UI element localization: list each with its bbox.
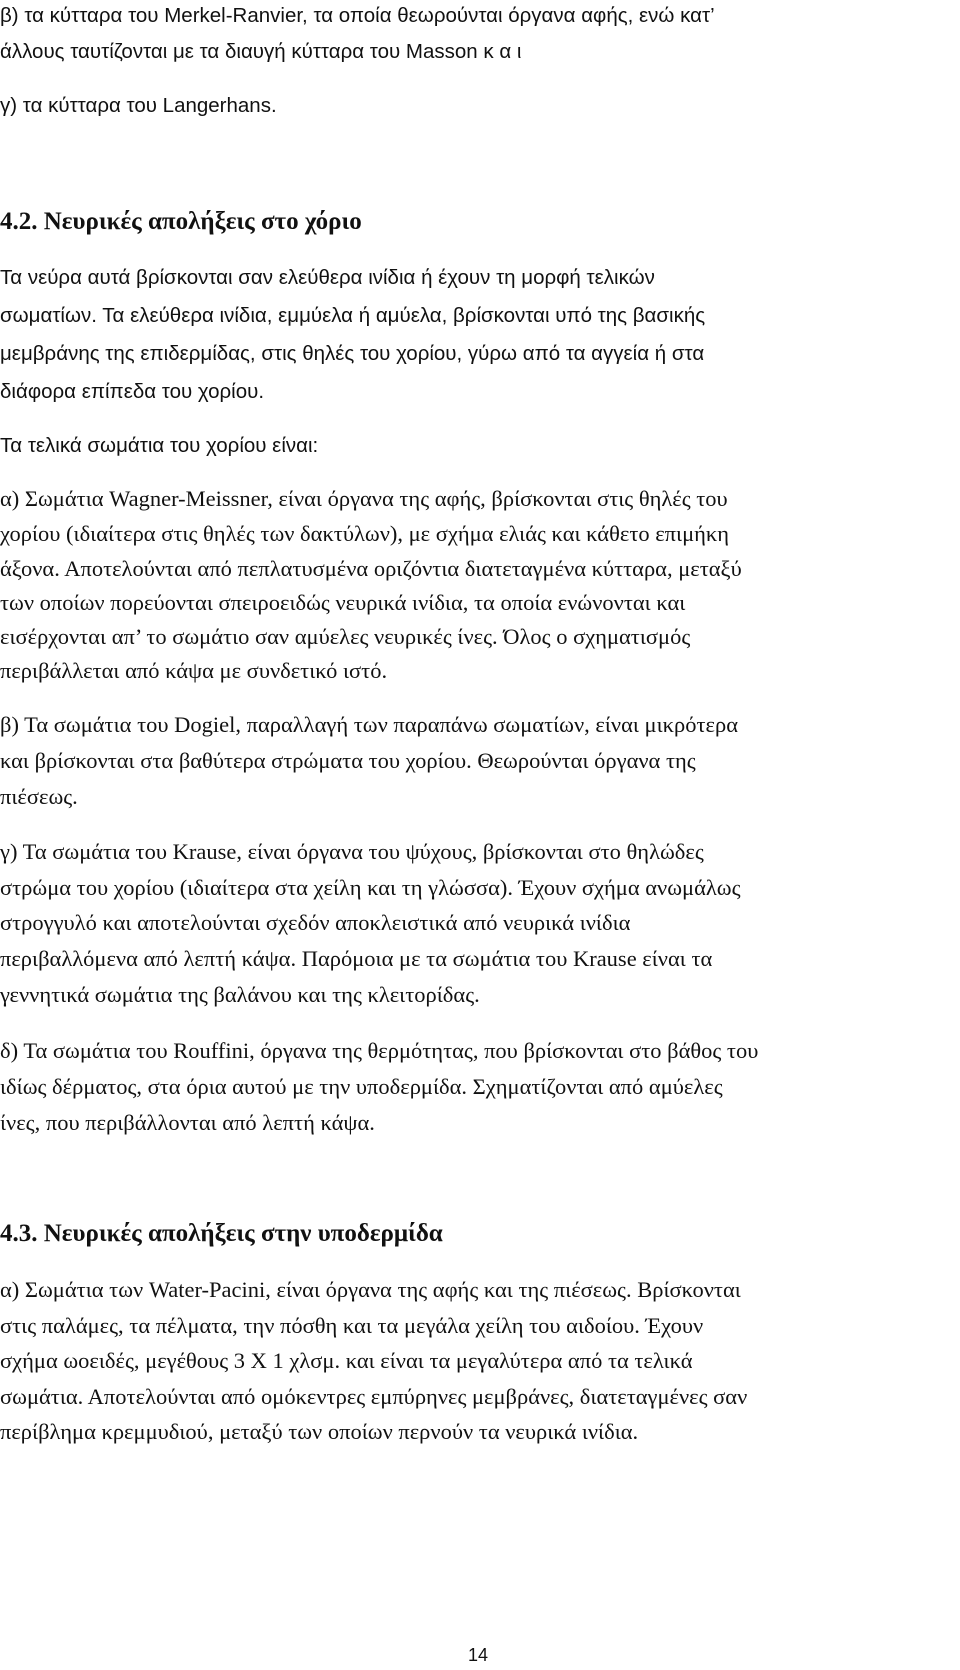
text-line: στις παλάμες, τα πέλματα, την πόσθη και τα μεγάλα χείλη του αιδοίου. Έχουν: [0, 1313, 704, 1338]
text-line: άξονα. Αποτελούνται από πεπλατυσμένα οριζόντια διατεταγμένα κύτταρα, μεταξύ: [0, 556, 742, 581]
text-line: σωματίων. Τα ελεύθερα ινίδια, εμμύελα ή αμύελα, βρίσκονται υπό της βασικής: [0, 304, 706, 327]
text-line: γ) τα κύτταρα του Langerhans.: [0, 94, 277, 117]
text-line: α) Σωμάτια των Water-Pacini, είναι όργανα της αφής και της πιέσεως. Βρίσκονται: [0, 1277, 741, 1302]
text-line: Τα τελικά σωμάτια του χορίου είναι:: [0, 434, 319, 457]
text-line: α) Σωμάτια Wagner-Meissner, είναι όργανα της αφής, βρίσκονται στις θηλές του: [0, 486, 728, 511]
page-number: 14: [468, 1645, 489, 1665]
text-line: Τα νεύρα αυτά βρίσκονται σαν ελεύθερα ινίδια ή έχουν τη μορφή τελικών: [0, 266, 655, 289]
text-line: δ) Τα σωμάτια του Rouffini, όργανα της θερμότητας, που βρίσκονται στο βάθος του: [0, 1038, 759, 1063]
text-line: άλλους ταυτίζονται με τα διαυγή κύτταρα του Masson κ α ι: [0, 40, 522, 63]
text-line: γεννητικά σωμάτια της βαλάνου και της κλειτορίδας.: [0, 982, 480, 1007]
text-line: μεμβράνης της επιδερμίδας, στις θηλές του χορίου, γύρω από τα αγγεία ή στα: [0, 342, 705, 365]
text-line: διάφορα επίπεδα του χορίου.: [0, 380, 265, 403]
text-line: εισέρχονται απ’ το σωμάτιο σαν αμύελες νευρικές ίνες. Όλος ο σχηματισμός: [0, 624, 691, 649]
section-heading: 4.3. Νευρικές απολήξεις στην υποδερμίδα: [0, 1220, 443, 1247]
text-line: περιβάλλεται από κάψα με συνδετικό ιστό.: [0, 658, 388, 683]
text-line: β) τα κύτταρα του Merkel-Ranvier, τα οποία θεωρούνται όργανα αφής, ενώ κατ’: [0, 4, 715, 27]
text-line: ίνες, που περιβάλλονται από λεπτή κάψα.: [0, 1110, 375, 1135]
text-line: στρώμα του χορίου (ιδιαίτερα στα χείλη και τη γλώσσα). Έχουν σχήμα ανωμάλως: [0, 875, 741, 900]
text-line: σχήμα ωοειδές, μεγέθους 3 Χ 1 χλσμ. και είναι τα μεγαλύτερα από τα τελικά: [0, 1348, 693, 1373]
text-line: γ) Τα σωμάτια του Krause, είναι όργανα του ψύχους, βρίσκονται στο θηλώδες: [0, 839, 704, 864]
text-line: περιβαλλόμενα από λεπτή κάψα. Παρόμοια με τα σωμάτια του Krause είναι τα: [0, 946, 713, 971]
text-line: χορίου (ιδιαίτερα στις θηλές των δακτύλων), με σχήμα ελιάς και κάθετο επιμήκη: [0, 521, 730, 546]
text-line: περίβλημα κρεμμυδιού, μεταξύ των οποίων περνούν τα νευρικά ινίδια.: [0, 1419, 639, 1444]
text-line: πιέσεως.: [0, 784, 78, 809]
text-line: σωμάτια. Αποτελούνται από ομόκεντρες εμπύρηνες μεμβράνες, διατεταγμένες σαν: [0, 1384, 748, 1409]
section-heading: 4.2. Νευρικές απολήξεις στο χόριο: [0, 208, 362, 235]
text-line: β) Τα σωμάτια του Dogiel, παραλλαγή των παραπάνω σωματίων, είναι μικρότερα: [0, 712, 738, 737]
text-line: των οποίων πορεύονται σπειροειδώς νευρικά ινίδια, τα οποία ενώνονται και: [0, 590, 686, 615]
text-line: ιδίως δέρματος, στα όρια αυτού με την υποδερμίδα. Σχηματίζονται από αμύελες: [0, 1074, 723, 1099]
text-line: στρογγυλό και αποτελούνται σχεδόν αποκλειστικά από νευρικά ινίδια: [0, 910, 631, 935]
text-line: και βρίσκονται στα βαθύτερα στρώματα του χορίου. Θεωρούνται όργανα της: [0, 748, 696, 773]
